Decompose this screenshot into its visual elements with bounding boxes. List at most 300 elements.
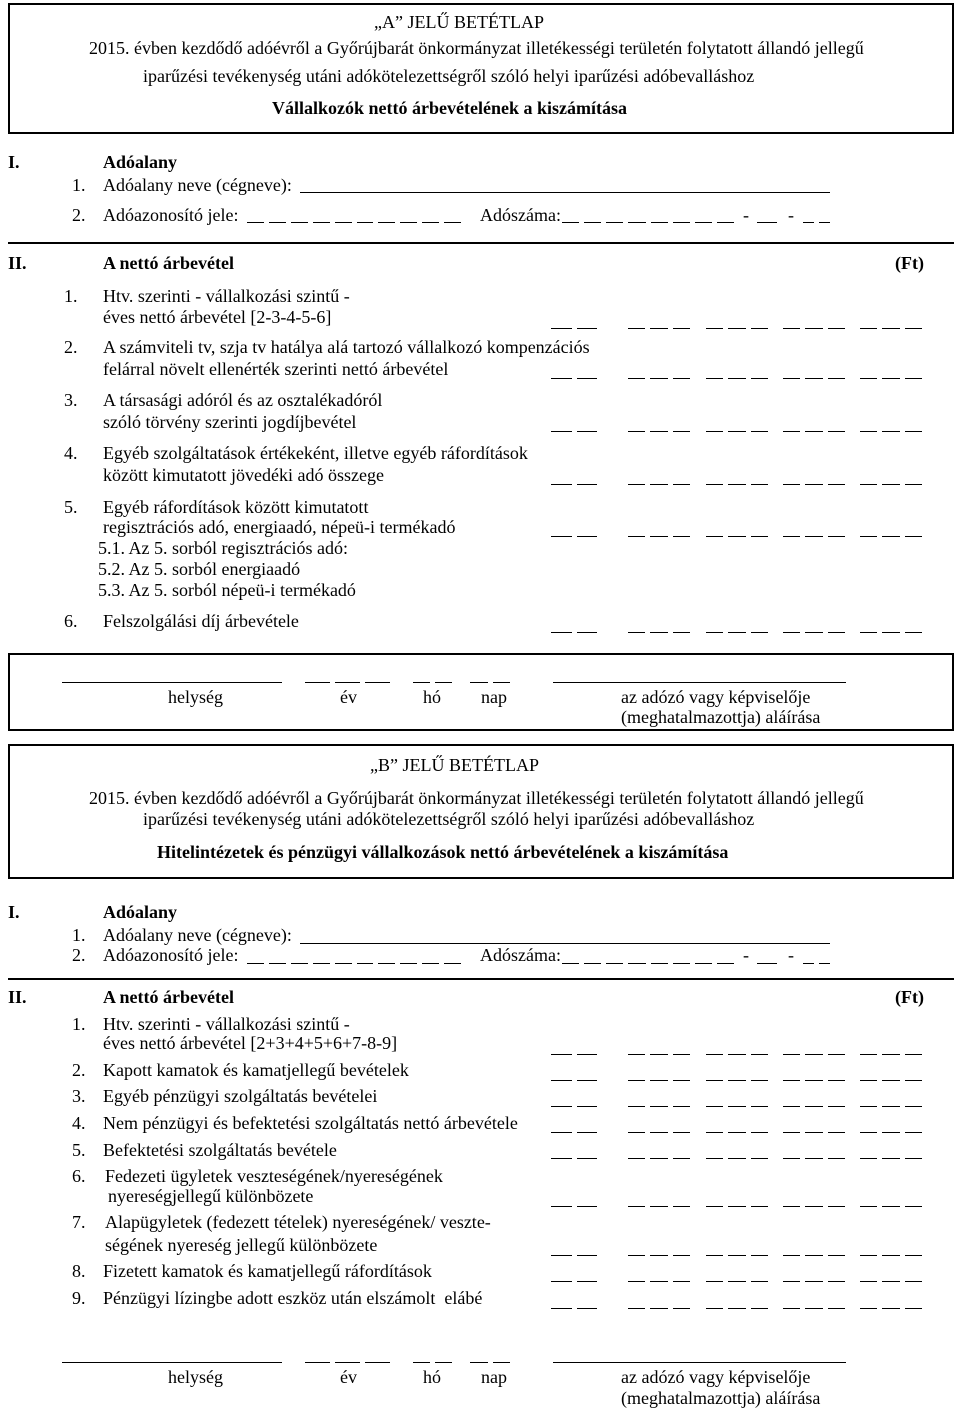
digit-blank <box>628 1308 645 1309</box>
amount-digit-group <box>706 431 768 432</box>
digit-blank <box>751 632 768 633</box>
digit-blank <box>673 1054 690 1055</box>
digit-blank <box>860 431 877 432</box>
sheet-b-signature-field <box>553 1362 846 1363</box>
amount-digit-group <box>706 1132 768 1133</box>
amount-digit-group <box>860 632 922 633</box>
amount-digit-group <box>860 1206 922 1207</box>
digit-blank <box>706 1080 723 1081</box>
digit-blank <box>706 1308 723 1309</box>
digit-blank <box>860 1206 877 1207</box>
digit-blank <box>905 1054 922 1055</box>
amount-digit-group <box>628 484 690 485</box>
sheet-b-item-9-number: 9. <box>72 1288 86 1308</box>
amount-digit-group <box>628 1054 690 1055</box>
digit-blank <box>751 484 768 485</box>
sheet-a-item-6-amount-field <box>0 632 960 633</box>
sheet-a-item-2-line-1: A számviteli tv, szja tv hatálya alá tartozó vállalkozó kompenzációs <box>103 337 590 357</box>
digit-blank <box>860 1255 877 1256</box>
digit-blank <box>470 682 488 683</box>
sheet-b-item-2-amount-field <box>0 1080 960 1081</box>
digit-blank <box>860 484 877 485</box>
digit-blank <box>706 328 723 329</box>
digit-blank <box>628 1132 645 1133</box>
amount-digit-group <box>628 431 690 432</box>
digit-blank <box>805 1106 822 1107</box>
digit-blank <box>828 328 845 329</box>
digit-blank <box>335 682 360 683</box>
digit-blank <box>751 1158 768 1159</box>
amount-digit-group <box>783 1255 845 1256</box>
amount-digit-group <box>706 1255 768 1256</box>
amount-digit-group <box>551 431 597 432</box>
amount-digit-group <box>706 632 768 633</box>
digit-blank <box>783 1132 800 1133</box>
digit-blank <box>673 484 690 485</box>
sheet-b-item-9-line-1: Pénzügyi lízingbe adott eszköz után elszámolt elábé <box>103 1288 483 1308</box>
digit-blank <box>805 378 822 379</box>
digit-blank <box>357 963 374 964</box>
sheet-b-month-label: hó <box>423 1367 441 1387</box>
digit-blank <box>551 328 572 329</box>
sheet-b-tax-id-label: Adóazonosító jele: <box>103 945 239 965</box>
digit-blank <box>728 1106 745 1107</box>
sheet-a-item-3-number: 3. <box>64 390 78 410</box>
sheet-b-item-2-number: 2. <box>72 1060 86 1080</box>
digit-blank <box>378 222 395 223</box>
digit-blank <box>882 1206 899 1207</box>
digit-blank <box>905 1308 922 1309</box>
digit-blank <box>905 1255 922 1256</box>
digit-blank <box>805 328 822 329</box>
digit-blank <box>577 1206 598 1207</box>
digit-blank <box>577 328 598 329</box>
digit-blank <box>783 1206 800 1207</box>
digit-blank <box>706 1281 723 1282</box>
digit-blank <box>706 632 723 633</box>
digit-blank <box>783 1106 800 1107</box>
amount-digit-group <box>628 632 690 633</box>
digit-blank <box>905 632 922 633</box>
digit-blank <box>305 682 330 683</box>
digit-blank <box>577 1054 598 1055</box>
sheet-a-item-1-amount-field <box>0 328 960 329</box>
digit-blank <box>860 1080 877 1081</box>
digit-blank <box>673 1206 690 1207</box>
sheet-b-title: „B” JELŰ BETÉTLAP <box>370 755 539 775</box>
amount-digit-group <box>628 536 690 537</box>
digit-blank <box>751 1106 768 1107</box>
digit-blank <box>628 632 645 633</box>
sheet-b-tax-number-main-field <box>562 963 734 964</box>
digit-blank <box>673 1308 690 1309</box>
digit-blank <box>706 1158 723 1159</box>
digit-blank <box>882 1158 899 1159</box>
digit-blank <box>577 1158 598 1159</box>
sheet-b-item-8-number: 8. <box>72 1261 86 1281</box>
sheet-a-month-label: hó <box>423 687 441 707</box>
amount-digit-group <box>860 1132 922 1133</box>
digit-blank <box>882 536 899 537</box>
sheet-b-day-label: nap <box>481 1367 507 1387</box>
digit-blank <box>551 1132 572 1133</box>
digit-blank <box>706 484 723 485</box>
digit-blank <box>905 1080 922 1081</box>
sheet-a-signer-label: az adózó vagy képviselője <box>621 687 811 707</box>
sheet-a-tax-id-label: Adóazonosító jele: <box>103 205 239 225</box>
sheet-b-item-3-line-1: Egyéb pénzügyi szolgáltatás bevételei <box>103 1086 378 1106</box>
amount-digit-group <box>860 1158 922 1159</box>
sheet-a-signer-label-2: (meghatalmazottja) aláírása <box>621 707 821 727</box>
digit-blank <box>562 222 579 223</box>
digit-blank <box>860 328 877 329</box>
amount-digit-group <box>783 1206 845 1207</box>
digit-blank <box>728 1158 745 1159</box>
digit-blank <box>551 632 572 633</box>
sheet-a-tax-number-label: Adószáma: <box>480 205 561 225</box>
amount-digit-group <box>706 1308 768 1309</box>
amount-digit-group <box>860 536 922 537</box>
amount-digit-group <box>783 484 845 485</box>
amount-digit-group <box>551 1080 597 1081</box>
amount-digit-group <box>783 1281 845 1282</box>
sheet-b-intro-line-2: iparűzési tevékenység utáni adókötelezettségről szóló helyi iparűzési adóbevalláshoz <box>143 809 755 829</box>
sheet-a-item-3-line-2: szóló törvény szerinti jogdíjbevétel <box>103 412 357 432</box>
amount-digit-group <box>551 1106 597 1107</box>
digit-blank <box>783 1158 800 1159</box>
sheet-a-item-5-1: 5.1. Az 5. sorból regisztrációs adó: <box>98 538 348 558</box>
sheet-a-item-2-number: 2. <box>64 337 78 357</box>
sheet-a-section-divider <box>8 242 954 244</box>
digit-blank <box>673 1281 690 1282</box>
amount-digit-group <box>551 1132 597 1133</box>
amount-digit-group <box>628 378 690 379</box>
amount-digit-group <box>706 1106 768 1107</box>
digit-blank <box>444 222 461 223</box>
digit-blank <box>444 963 461 964</box>
amount-digit-group <box>783 328 845 329</box>
digit-blank <box>551 1308 572 1309</box>
sheet-b-place-field <box>62 1362 282 1363</box>
digit-blank <box>828 1158 845 1159</box>
digit-blank <box>783 1281 800 1282</box>
digit-blank <box>706 1054 723 1055</box>
digit-blank <box>335 1362 360 1363</box>
sheet-b-item-2-line-1: Kapott kamatok és kamatjellegű bevételek <box>103 1060 409 1080</box>
sheet-a-section-ii-number: II. <box>8 253 27 273</box>
sheet-a-section-i-number: I. <box>8 152 20 172</box>
digit-blank <box>706 431 723 432</box>
digit-blank <box>860 1308 877 1309</box>
digit-blank <box>577 1255 598 1256</box>
sheet-b-intro-line-1: 2015. évben kezdődő adóévről a Győrújbarát önkormányzat illetékességi területén folytatott állandó jellegű <box>89 788 864 808</box>
amount-digit-group <box>706 1054 768 1055</box>
sheet-b-year-field <box>305 1362 390 1363</box>
digit-blank <box>828 1308 845 1309</box>
amount-digit-group <box>706 536 768 537</box>
amount-digit-group <box>860 484 922 485</box>
digit-blank <box>828 1206 845 1207</box>
sheet-b-item-1-line-1: Htv. szerinti - vállalkozási szintű - <box>103 1014 350 1034</box>
digit-blank <box>757 222 777 223</box>
digit-blank <box>335 963 352 964</box>
digit-blank <box>757 963 777 964</box>
sheet-a-item-2-line-2: felárral növelt ellenérték szerinti nettó árbevétel <box>103 359 449 379</box>
digit-blank <box>562 963 579 964</box>
amount-digit-group <box>860 431 922 432</box>
digit-blank <box>650 536 667 537</box>
digit-blank <box>728 328 745 329</box>
digit-blank <box>577 1080 598 1081</box>
sheet-b-name-label: Adóalany neve (cégneve): <box>103 925 292 945</box>
digit-blank <box>577 536 598 537</box>
sheet-b-name-field <box>300 943 830 944</box>
sheet-b-item-7-number: 7. <box>72 1212 86 1232</box>
digit-blank <box>551 536 572 537</box>
digit-blank <box>413 1362 430 1363</box>
digit-blank <box>551 1206 572 1207</box>
sheet-b-item-1-line-2: éves nettó árbevétel [2+3+4+5+6+7-8-9] <box>103 1033 398 1053</box>
amount-digit-group <box>860 1308 922 1309</box>
sheet-a-item-1-line-2: éves nettó árbevétel [2-3-4-5-6] <box>103 307 332 327</box>
digit-blank <box>783 1054 800 1055</box>
digit-blank <box>803 222 814 223</box>
digit-blank <box>577 378 598 379</box>
digit-blank <box>882 1080 899 1081</box>
sheet-a-tax-id-field <box>247 222 461 223</box>
sheet-b-tax-id-field <box>247 963 461 964</box>
sheet-b-item-3-amount-field <box>0 1106 960 1107</box>
digit-blank <box>577 1308 598 1309</box>
sheet-b-item-6-line-1: Fedezeti ügyletek veszteségének/nyereségének <box>105 1166 443 1186</box>
digit-blank <box>628 328 645 329</box>
digit-blank <box>584 222 601 223</box>
digit-blank <box>860 1281 877 1282</box>
digit-blank <box>805 632 822 633</box>
sheet-a-item-3-amount-field <box>0 431 960 432</box>
digit-blank <box>860 1132 877 1133</box>
sheet-b-tax-number-county-field <box>803 963 830 964</box>
digit-blank <box>650 632 667 633</box>
digit-blank <box>695 222 712 223</box>
amount-digit-group <box>551 328 597 329</box>
digit-blank <box>728 1132 745 1133</box>
sheet-a-title: „A” JELŰ BETÉTLAP <box>374 12 544 32</box>
digit-blank <box>628 484 645 485</box>
sheet-b-item-7-line-2: ségének nyereség jellegű különbözete <box>105 1235 378 1255</box>
sheet-b-subtitle: Hitelintézetek és pénzügyi vállalkozások nettó árbevételének a kiszámítása <box>157 842 729 862</box>
digit-blank <box>728 536 745 537</box>
digit-blank <box>751 1132 768 1133</box>
digit-blank <box>905 431 922 432</box>
amount-digit-group <box>783 1054 845 1055</box>
digit-blank <box>805 1281 822 1282</box>
sheet-b-month-field <box>413 1362 452 1363</box>
sheet-b-day-field <box>470 1362 510 1363</box>
digit-blank <box>577 1281 598 1282</box>
digit-blank <box>905 536 922 537</box>
amount-digit-group <box>706 1206 768 1207</box>
amount-digit-group <box>628 1158 690 1159</box>
sheet-b-tax-number-separator-2: - <box>788 945 794 965</box>
amount-digit-group <box>551 1206 597 1207</box>
digit-blank <box>751 378 768 379</box>
digit-blank <box>783 484 800 485</box>
sheet-b-item-4-line-1: Nem pénzügyi és befektetési szolgáltatás nettó árbevétele <box>103 1113 518 1133</box>
digit-blank <box>551 1255 572 1256</box>
amount-digit-group <box>551 632 597 633</box>
sheet-b-item-4-amount-field <box>0 1132 960 1133</box>
sheet-b-item-5-line-1: Befektetési szolgáltatás bevétele <box>103 1140 337 1160</box>
digit-blank <box>577 1106 598 1107</box>
digit-blank <box>650 1158 667 1159</box>
digit-blank <box>751 1281 768 1282</box>
digit-blank <box>860 1158 877 1159</box>
amount-digit-group <box>551 1054 597 1055</box>
digit-blank <box>650 484 667 485</box>
sheet-b-item-7-line-1: Alapügyletek (fedezett tételek) nyereségének/ veszte- <box>105 1212 491 1232</box>
digit-blank <box>422 222 439 223</box>
digit-blank <box>413 682 430 683</box>
sheet-b-item-6-line-2: nyereségjellegű különbözete <box>108 1186 314 1206</box>
digit-blank <box>819 222 830 223</box>
sheet-b-tax-number-separator-1: - <box>743 945 749 965</box>
amount-digit-group <box>783 1308 845 1309</box>
digit-blank <box>706 378 723 379</box>
sheet-b-item-6-amount-field <box>0 1206 960 1207</box>
digit-blank <box>805 536 822 537</box>
sheet-b-place-label: helység <box>168 1367 223 1387</box>
amount-digit-group <box>783 1132 845 1133</box>
digit-blank <box>628 1255 645 1256</box>
sheet-b-item-3-number: 3. <box>72 1086 86 1106</box>
digit-blank <box>882 1106 899 1107</box>
amount-digit-group <box>783 431 845 432</box>
sheet-a-tax-number-main-field <box>562 222 734 223</box>
digit-blank <box>706 1106 723 1107</box>
sheet-b-section-i-number: I. <box>8 902 20 922</box>
amount-digit-group <box>783 1106 845 1107</box>
digit-blank <box>805 431 822 432</box>
digit-blank <box>650 1308 667 1309</box>
sheet-a-item-5-number: 5. <box>64 497 78 517</box>
sheet-a-day-label: nap <box>481 687 507 707</box>
digit-blank <box>650 1080 667 1081</box>
digit-blank <box>882 1281 899 1282</box>
sheet-a-tax-number-county-field <box>803 222 830 223</box>
sheet-a-year-label: év <box>340 687 357 707</box>
digit-blank <box>493 1362 511 1363</box>
digit-blank <box>628 536 645 537</box>
sheet-b-item-7-amount-field <box>0 1255 960 1256</box>
digit-blank <box>650 1054 667 1055</box>
digit-blank <box>365 1362 390 1363</box>
sheet-a-item-1-line-1: Htv. szerinti - vállalkozási szintű - <box>103 286 350 306</box>
digit-blank <box>650 328 667 329</box>
digit-blank <box>828 1080 845 1081</box>
amount-digit-group <box>551 1255 597 1256</box>
digit-blank <box>783 1308 800 1309</box>
sheet-a-day-field <box>470 682 510 683</box>
digit-blank <box>422 963 439 964</box>
digit-blank <box>828 632 845 633</box>
digit-blank <box>651 222 668 223</box>
digit-blank <box>313 963 330 964</box>
sheet-b-item-1-number: 1. <box>72 1014 86 1034</box>
digit-blank <box>584 963 601 964</box>
digit-blank <box>673 1080 690 1081</box>
amount-digit-group <box>628 1132 690 1133</box>
digit-blank <box>291 963 308 964</box>
digit-blank <box>706 536 723 537</box>
amount-digit-group <box>628 1080 690 1081</box>
digit-blank <box>628 1281 645 1282</box>
sheet-a-tax-id-number: 2. <box>72 205 86 225</box>
digit-blank <box>650 431 667 432</box>
amount-digit-group <box>551 378 597 379</box>
amount-digit-group <box>860 328 922 329</box>
sheet-a-signature-field <box>553 682 846 683</box>
digit-blank <box>828 378 845 379</box>
amount-digit-group <box>783 536 845 537</box>
digit-blank <box>805 484 822 485</box>
digit-blank <box>728 1206 745 1207</box>
sheet-b-item-5-number: 5. <box>72 1140 86 1160</box>
sheet-b-signer-label: az adózó vagy képviselője <box>621 1367 811 1387</box>
digit-blank <box>551 431 572 432</box>
sheet-b-year-label: év <box>340 1367 357 1387</box>
sheet-a-item-2-amount-field <box>0 378 960 379</box>
digit-blank <box>650 1132 667 1133</box>
digit-blank <box>751 1080 768 1081</box>
digit-blank <box>751 536 768 537</box>
digit-blank <box>728 431 745 432</box>
digit-blank <box>805 1206 822 1207</box>
sheet-b-item-6-number: 6. <box>72 1166 86 1186</box>
digit-blank <box>577 632 598 633</box>
digit-blank <box>882 632 899 633</box>
sheet-a-name-label: Adóalany neve (cégneve): <box>103 175 292 195</box>
digit-blank <box>551 484 572 485</box>
sheet-a-item-5-line-2: regisztrációs adó, energiaadó, népeü-i termékadó <box>103 517 456 537</box>
sheet-a-item-5-amount-field <box>0 536 960 537</box>
digit-blank <box>673 963 690 964</box>
digit-blank <box>673 1106 690 1107</box>
sheet-a-subtitle: Vállalkozók nettó árbevételének a kiszámítása <box>272 98 627 118</box>
sheet-a-item-4-number: 4. <box>64 443 78 463</box>
digit-blank <box>493 682 511 683</box>
digit-blank <box>706 1255 723 1256</box>
digit-blank <box>882 328 899 329</box>
sheet-a-item-5-3: 5.3. Az 5. sorból népeü-i termékadó <box>98 580 356 600</box>
digit-blank <box>828 431 845 432</box>
digit-blank <box>882 1308 899 1309</box>
digit-blank <box>728 1281 745 1282</box>
sheet-b-section-i-title: Adóalany <box>103 902 178 922</box>
digit-blank <box>435 1362 452 1363</box>
digit-blank <box>803 963 814 964</box>
sheet-b-tax-number-label: Adószáma: <box>480 945 561 965</box>
amount-digit-group <box>551 1281 597 1282</box>
digit-blank <box>828 484 845 485</box>
digit-blank <box>905 1106 922 1107</box>
digit-blank <box>673 222 690 223</box>
amount-digit-group <box>628 1308 690 1309</box>
amount-digit-group <box>783 632 845 633</box>
sheet-a-item-1-number: 1. <box>64 286 78 306</box>
sheet-b-item-4-number: 4. <box>72 1113 86 1133</box>
sheet-b-tax-number-vat-field <box>757 963 777 964</box>
